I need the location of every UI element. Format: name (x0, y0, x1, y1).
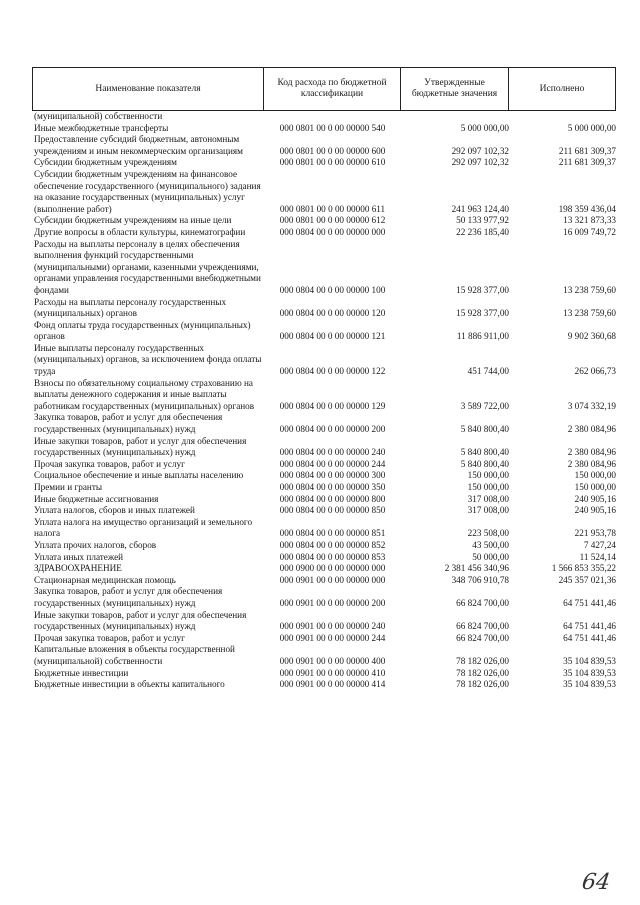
row-executed: 198 359 436,04 (558, 203, 616, 214)
row-name: Расходы на выплаты персоналу в целях обеспечения выполнения функций государственными (муниципальными) органами, казенными учреждениями, органами управления государственными внебюджетными фондами (34, 238, 261, 295)
row-executed: 211 681 309,37 (558, 157, 616, 168)
table-row (32, 378, 616, 413)
row-code: 000 0804 00 0 00 00000 853 (279, 551, 386, 562)
row-approved: 348 706 910,78 (451, 574, 509, 585)
table-row (32, 436, 616, 459)
row-executed: 2 380 084,96 (567, 447, 616, 458)
row-code: 000 0901 00 0 00 00000 410 (279, 667, 386, 678)
row-name: Иные межбюджетные трансферты (34, 122, 169, 133)
table-row (32, 320, 616, 343)
row-code: 000 0801 00 0 00 00000 611 (279, 203, 386, 214)
table-row (32, 157, 616, 169)
row-name: Иные бюджетные ассигнования (34, 493, 159, 504)
row-name: Фонд оплаты труда государственных (муниципальных) органов (34, 319, 251, 342)
row-approved: 317 008,00 (467, 493, 509, 504)
row-approved: 150 000,00 (467, 470, 509, 481)
header-executed: Исполнено (508, 68, 615, 110)
row-name: Закупка товаров, работ и услуг для обеспечения государственных (муниципальных) нужд (34, 412, 223, 435)
row-approved: 15 928 377,00 (456, 284, 509, 295)
row-approved: 451 744,00 (467, 366, 509, 377)
header-approved: Утвержденные бюджетные значения (400, 68, 508, 110)
table-row (32, 494, 616, 506)
row-name: ЗДРАВООХРАНЕНИЕ (34, 563, 122, 574)
page-number: 64 (580, 870, 612, 895)
row-name: Бюджетные инвестиции (34, 667, 129, 678)
row-approved: 22 236 185,40 (456, 226, 509, 237)
row-approved: 43 500,00 (472, 539, 509, 550)
row-executed: 240 905,16 (574, 493, 616, 504)
table-header (32, 67, 616, 111)
row-code: 000 0901 00 0 00 00000 414 (279, 679, 386, 690)
table-row (32, 633, 616, 645)
row-executed: 13 321 873,33 (563, 215, 616, 226)
row-name: Прочая закупка товаров, работ и услуг (34, 458, 185, 469)
row-name: Субсидии бюджетным учреждениям на финансовое обеспечение государственного (муниципального) задания на оказание государственных (муниципальных) услуг (выполнение работ) (34, 168, 261, 214)
table-row (32, 134, 616, 157)
row-approved: 5 840 800,40 (460, 424, 509, 435)
table-row (32, 470, 616, 482)
row-executed: 2 380 084,96 (567, 424, 616, 435)
row-approved: 78 182 026,00 (456, 679, 509, 690)
row-executed: 64 751 441,46 (563, 632, 616, 643)
row-executed: 35 104 839,53 (563, 667, 616, 678)
row-name: Иные закупки товаров, работ и услуг для обеспечения государственных (муниципальных) нужд (34, 435, 247, 458)
row-approved: 15 928 377,00 (456, 308, 509, 319)
row-approved: 66 824 700,00 (456, 632, 509, 643)
table-row (32, 610, 616, 633)
row-code: 000 0804 00 0 00 00000 852 (279, 539, 386, 550)
table-row (32, 517, 616, 540)
header-name: Наименование показателя (95, 83, 201, 94)
row-code: 000 0804 00 0 00 00000 121 (279, 331, 386, 342)
header-code: Код расхода по бюджетной классификации (263, 68, 400, 110)
table-row (32, 111, 616, 123)
row-executed: 5 000 000,00 (567, 122, 616, 133)
row-code: 000 0804 00 0 00 00000 000 (279, 226, 386, 237)
row-name: Прочая закупка товаров, работ и услуг (34, 632, 185, 643)
row-approved: 5 840 800,40 (460, 447, 509, 458)
table-row (32, 239, 616, 297)
row-approved: 78 182 026,00 (456, 655, 509, 666)
row-code: 000 0804 00 0 00 00000 129 (279, 400, 386, 411)
table-row (32, 575, 616, 587)
row-executed: 150 000,00 (574, 482, 616, 492)
row-approved: 241 963 124,40 (451, 203, 509, 214)
row-code: 000 0801 00 0 00 00000 610 (279, 157, 386, 168)
row-name: Уплата иных платежей (34, 551, 124, 562)
row-name: Субсидии бюджетным учреждениям на иные цели (34, 215, 232, 226)
row-executed: 7 427,24 (583, 539, 616, 550)
table-row (32, 679, 616, 691)
row-name: Расходы на выплаты персоналу государственных (муниципальных) органов (34, 296, 227, 319)
table-row (32, 482, 616, 494)
row-name: Бюджетные инвестиции в объекты капитального (34, 679, 225, 690)
row-approved: 50 133 977,92 (456, 215, 509, 226)
row-executed: 245 357 021,36 (558, 574, 616, 585)
row-executed: 64 751 441,46 (563, 597, 616, 608)
row-name: Уплата прочих налогов, сборов (34, 539, 157, 550)
row-approved: 292 097 102,32 (451, 157, 509, 168)
table-row (32, 123, 616, 135)
row-executed: 16 009 749,72 (563, 226, 616, 237)
row-name: Иные выплаты персоналу государственных (муниципальных) органов, за исключением фонда оплаты труда (34, 342, 262, 377)
row-code: 000 0901 00 0 00 00000 244 (279, 632, 386, 643)
row-approved: 11 886 911,00 (456, 331, 509, 342)
table-row (32, 668, 616, 680)
row-code: 000 0804 00 0 00 00000 300 (279, 470, 386, 481)
row-approved: 317 008,00 (467, 505, 509, 516)
row-executed: 13 238 759,60 (563, 284, 616, 295)
row-approved: 5 840 800,40 (460, 458, 509, 469)
row-code: 000 0801 00 0 00 00000 540 (279, 122, 386, 133)
row-approved: 223 508,00 (467, 528, 509, 539)
row-code: 000 0804 00 0 00 00000 800 (279, 493, 386, 504)
table-row (32, 215, 616, 227)
row-name: Другие вопросы в области культуры, кинематографии (34, 226, 246, 237)
row-code: 000 0804 00 0 00 00000 100 (279, 284, 386, 295)
row-executed: 64 751 441,46 (563, 621, 616, 632)
row-executed: 221 953,78 (574, 528, 616, 539)
row-name: Социальное обеспечение и иные выплаты населению (34, 470, 244, 481)
row-code: 000 0801 00 0 00 00000 600 (279, 145, 386, 156)
row-executed: 13 238 759,60 (563, 308, 616, 319)
row-executed: 35 104 839,53 (563, 679, 616, 690)
row-code: 000 0901 00 0 00 00000 240 (279, 621, 386, 632)
row-name: Капитальные вложения в объекты государственной (муниципальной) собственности (34, 644, 235, 666)
row-approved: 150 000,00 (467, 482, 509, 492)
row-approved: 292 097 102,32 (451, 145, 509, 156)
row-code: 000 0804 00 0 00 00000 240 (279, 447, 386, 458)
row-name: Стационарная медицинская помощь (34, 574, 176, 585)
row-name: Закупка товаров, работ и услуг для обеспечения государственных (муниципальных) нужд (34, 586, 223, 608)
row-code: 000 0804 00 0 00 00000 200 (279, 424, 386, 435)
table-row (32, 412, 616, 435)
row-executed: 3 074 332,19 (567, 400, 616, 411)
row-approved: 50 000,00 (472, 551, 509, 562)
row-name: (муниципальной) собственности (34, 111, 163, 121)
row-code: 000 0901 00 0 00 00000 000 (279, 574, 386, 585)
row-name: Предоставление субсидий бюджетным, автономным учреждениям и иным некоммерческим организациям (34, 134, 243, 156)
row-code: 000 0804 00 0 00 00000 244 (279, 458, 386, 469)
row-executed: 2 380 084,96 (567, 458, 616, 469)
row-executed: 211 681 309,37 (558, 145, 616, 156)
row-code: 000 0804 00 0 00 00000 122 (279, 366, 386, 377)
row-approved: 66 824 700,00 (456, 621, 509, 632)
row-name: Взносы по обязательному социальному страхованию на выплаты денежного содержания и иные выплаты работникам государственных (муниципальных) органов (34, 377, 255, 411)
row-executed: 35 104 839,53 (563, 655, 616, 666)
table-row (32, 227, 616, 239)
row-name: Уплата налогов, сборов и иных платежей (34, 505, 195, 516)
row-code: 000 0804 00 0 00 00000 350 (279, 482, 386, 492)
row-code: 000 0804 00 0 00 00000 850 (279, 505, 386, 516)
row-approved: 2 381 456 340,96 (444, 563, 509, 574)
row-code: 000 0804 00 0 00 00000 120 (279, 308, 386, 319)
row-executed: 150 000,00 (574, 470, 616, 481)
row-name: Уплата налога на имущество организаций и земельного налога (34, 516, 253, 539)
table-row (32, 552, 616, 564)
row-executed: 9 902 360,68 (567, 331, 616, 342)
row-approved: 78 182 026,00 (456, 667, 509, 678)
row-approved: 66 824 700,00 (456, 597, 509, 608)
row-code: 000 0801 00 0 00 00000 612 (279, 215, 386, 226)
table-row (32, 586, 616, 609)
table-row (32, 540, 616, 552)
row-code: 000 0900 00 0 00 00000 000 (279, 563, 386, 574)
row-name: Субсидии бюджетным учреждениям (34, 157, 177, 168)
row-executed: 240 905,16 (574, 505, 616, 516)
table-row (32, 505, 616, 517)
table-row (32, 343, 616, 378)
table-body (32, 111, 616, 691)
row-approved: 3 589 722,00 (460, 400, 509, 411)
row-executed: 262 066,73 (574, 366, 616, 377)
row-code: 000 0804 00 0 00 00000 851 (279, 528, 386, 539)
row-approved: 5 000 000,00 (460, 122, 509, 133)
row-executed: 1 566 853 355,22 (551, 563, 616, 574)
row-executed: 11 524,14 (579, 551, 616, 562)
row-code: 000 0901 00 0 00 00000 200 (279, 597, 386, 608)
table-row (32, 297, 616, 320)
table-row (32, 169, 616, 215)
table-row (32, 644, 616, 667)
table-row (32, 459, 616, 471)
row-name: Премии и гранты (34, 482, 103, 492)
row-code: 000 0901 00 0 00 00000 400 (279, 655, 386, 666)
table-row (32, 563, 616, 575)
row-name: Иные закупки товаров, работ и услуг для обеспечения государственных (муниципальных) нужд (34, 609, 247, 632)
